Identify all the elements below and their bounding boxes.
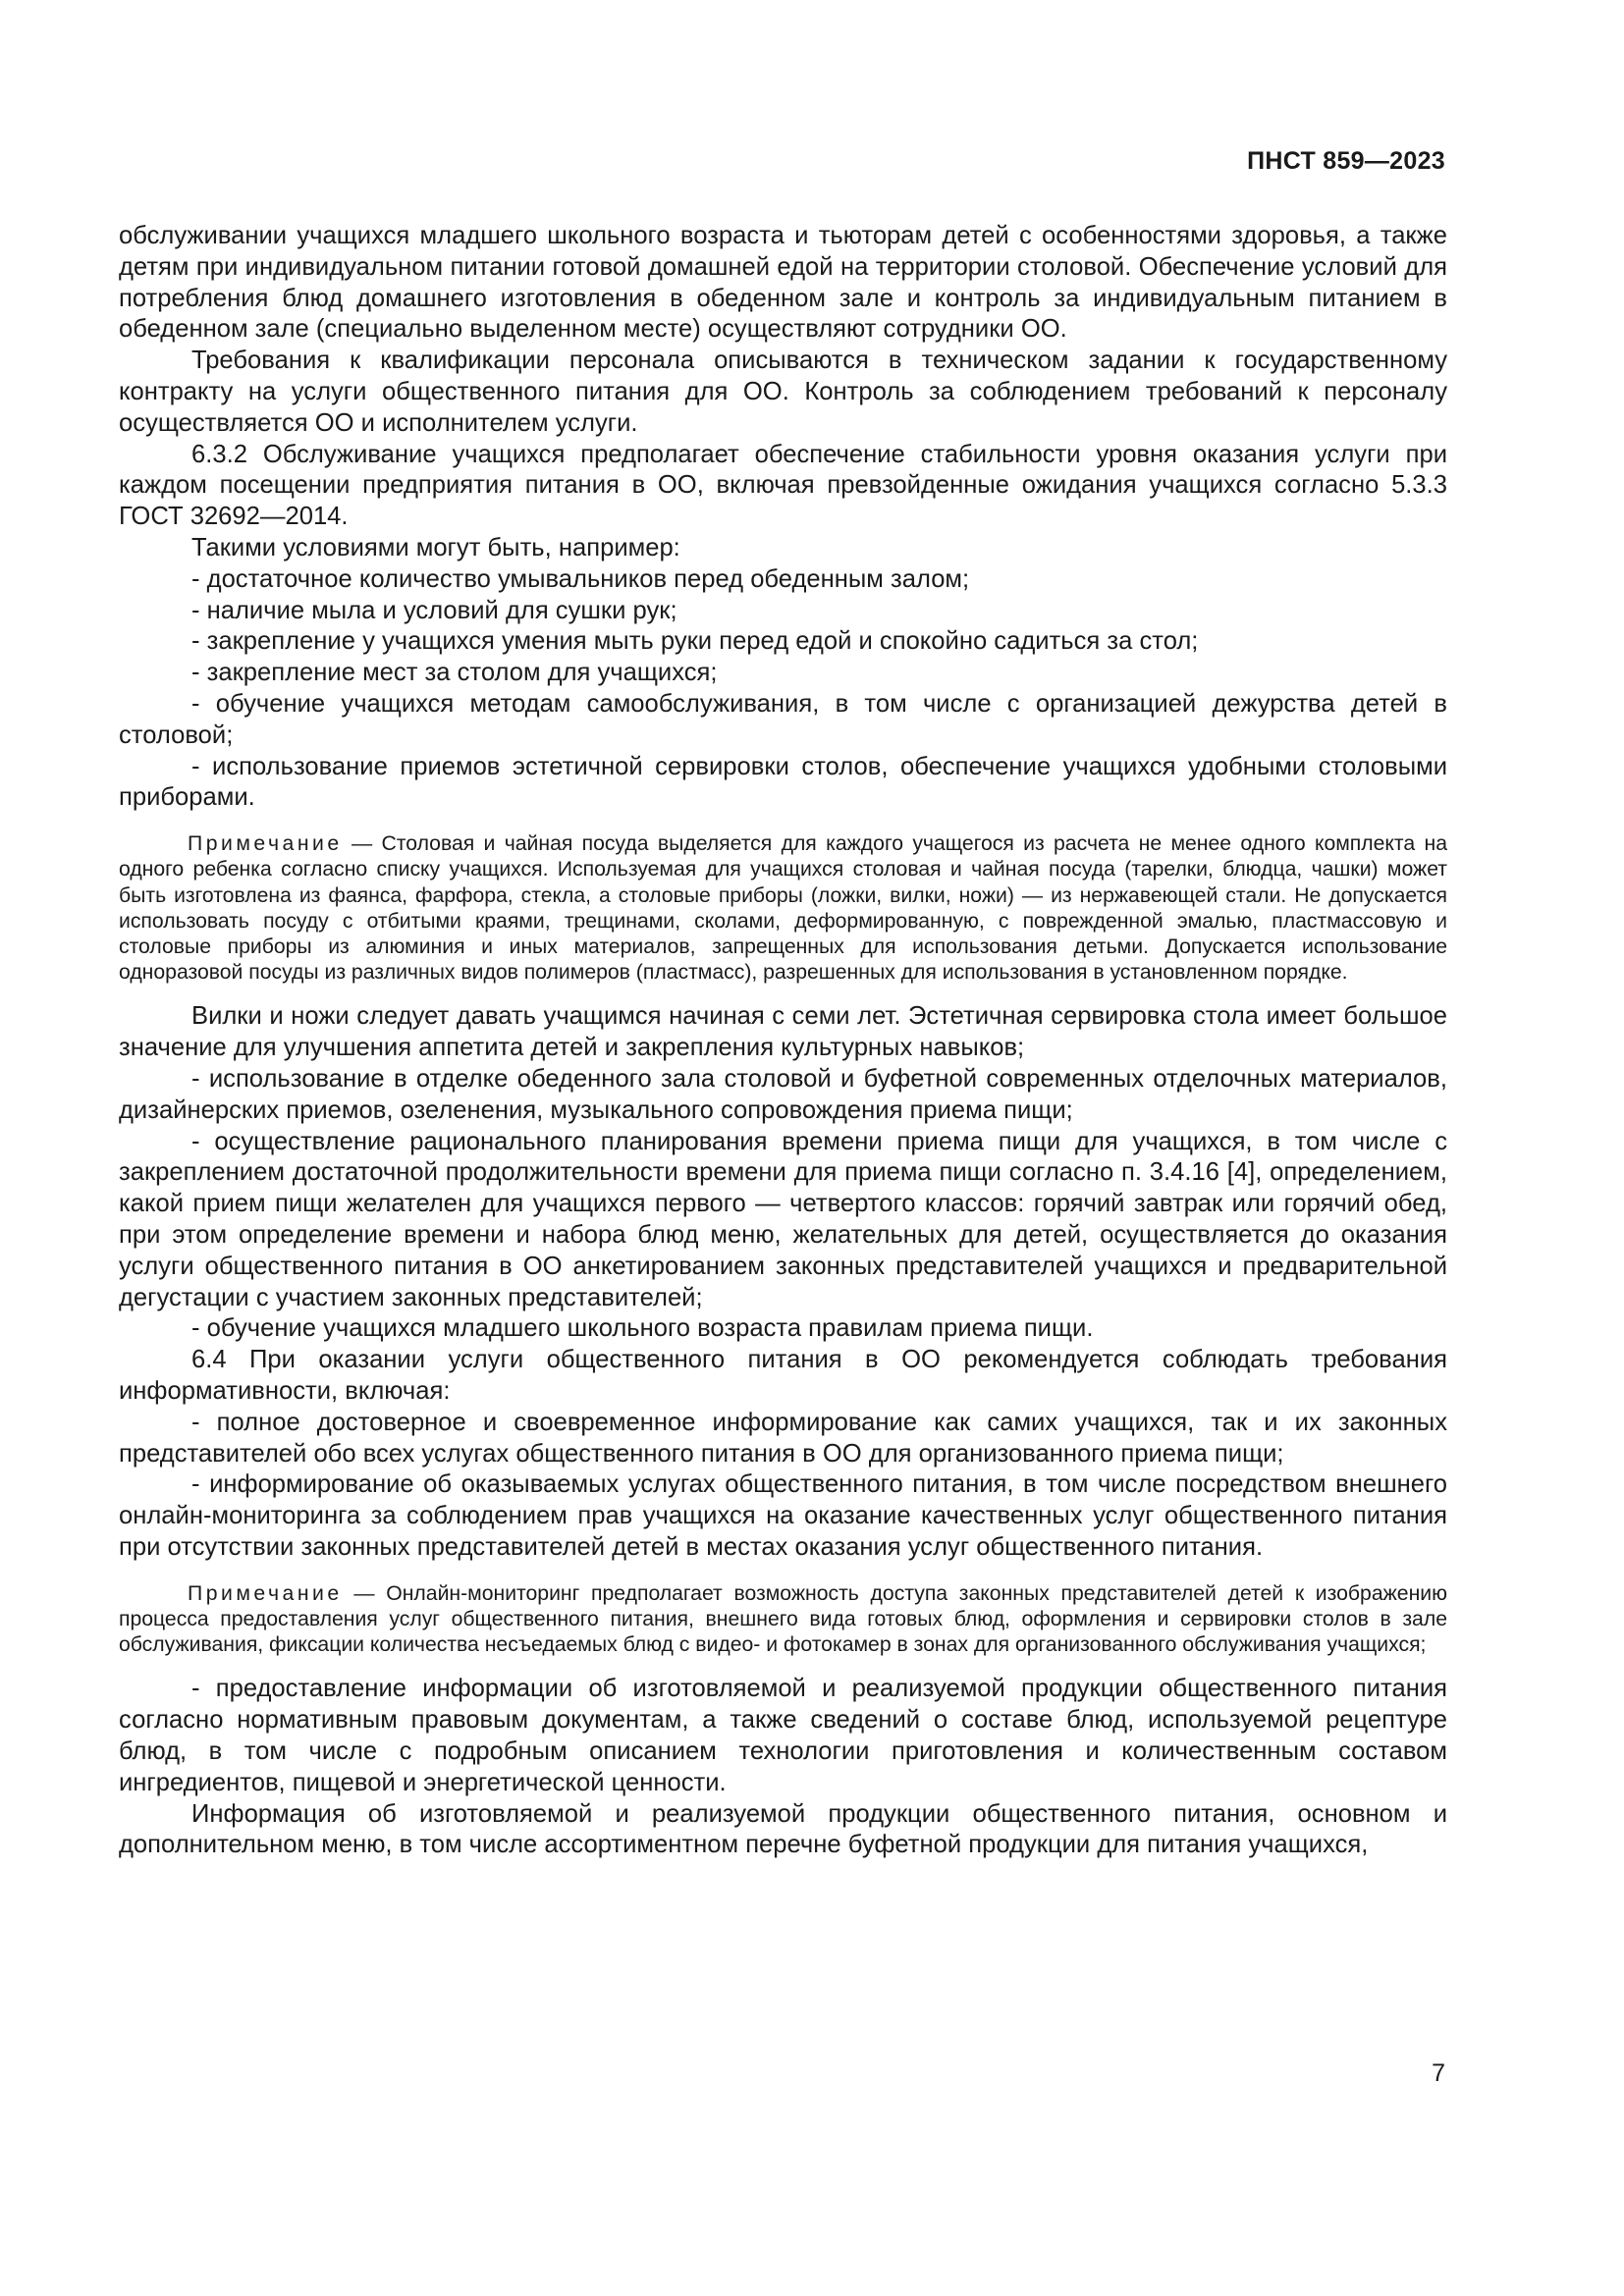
list-item: - полное достоверное и своевременное информирование как самих учащихся, так и их законных представителей обо всех услугах общественного питания в ОО для организованного приема пищи; xyxy=(119,1408,1447,1468)
body-paragraph: 6.4 При оказании услуги общественного питания в ОО рекомендуется соблюдать требования информативности, включая: xyxy=(119,1346,1447,1405)
body-paragraph: Такими условиями могут быть, например: xyxy=(191,533,680,561)
note-paragraph xyxy=(119,831,1447,986)
list-item: - закрепление у учащихся умения мыть руки перед едой и спокойно садиться за стол; xyxy=(191,627,1199,656)
list-item: - использование в отделке обеденного зала столовой и буфетной современных отделочных материалов, дизайнерских приемов, озеленения, музыкального сопровождения приема пищи; xyxy=(119,1064,1447,1124)
document-body xyxy=(119,221,1447,1861)
document-code: ПНСТ 859—2023 xyxy=(1247,147,1445,175)
body-paragraph: Требования к квалификации персонала описываются в техническом задании к государственному контракту на услуги общественного питания для ОО. Контроль за соблюдением требований к персоналу осуществляется ОО и исполнителем услуги. xyxy=(119,347,1447,437)
list-item: - достаточное количество умывальников перед обеденным залом; xyxy=(191,564,970,593)
list-item: - обучение учащихся младшего школьного возраста правилам приема пищи. xyxy=(191,1314,1094,1343)
note-label: Примечание xyxy=(188,832,343,856)
note-text: — Столовая и чайная посуда выделяется для каждого учащегося из расчета не менее одного комплекта на одного ребенка согласно списку учащихся. Используемая для учащихся столовая и чайная посуда (тарелки, блюдца, чашки) может быть изготовлена из фаянса, фарфора, стекла, а столовые приборы (ложки, вилки, ножи) — из нержавеющей стали. Не допускается использовать посуду с отбитыми краями, трещинами, сколами, деформированную, с поврежденной эмалью, пластмассовую и столовые приборы из алюминия и иных материалов, запрещенных для использования детьми. Допускается использование одноразовой посуды из различных видов полимеров (пластмасс), разрешенных для использования в установленном порядке. xyxy=(119,832,1447,985)
note-label: Примечание xyxy=(188,1581,343,1605)
note-text: — Онлайн-мониторинг предполагает возможность доступа законных представителей детей к изображению процесса предоставления услуг общественного питания, внешнего вида готовых блюд, оформления и сервировки столов в зале обслуживания, фиксации количества несъедаемых блюд с видео- и фотокамер в зонах для организованного обслуживания учащихся; xyxy=(119,1581,1447,1657)
note-paragraph xyxy=(119,1581,1447,1659)
body-paragraph: 6.3.2 Обслуживание учащихся предполагает обеспечение стабильности уровня оказания услуги при каждом посещении предприятия питания в ОО, включая превзойденные ожидания учащихся согласно 5.3.3 ГОСТ 32692—2014. xyxy=(119,440,1447,531)
page-number: 7 xyxy=(1432,2059,1445,2087)
body-paragraph: Информация об изготовляемой и реализуемой продукции общественного питания, основном и дополнительном меню, в том числе ассортиментном перечне буфетной продукции для питания учащихся, xyxy=(119,1799,1447,1859)
body-paragraph: Вилки и ножи следует давать учащимся начиная с семи лет. Эстетичная сервировка стола имеет большое значение для улучшения аппетита детей и закрепления культурных навыков; xyxy=(119,1002,1447,1062)
list-item: - обучение учащихся методам самообслуживания, в том числе с организацией дежурства детей в столовой; xyxy=(119,689,1447,749)
list-item: - наличие мыла и условий для сушки рук; xyxy=(191,596,677,624)
list-item: - информирование об оказываемых услугах общественного питания, в том числе посредством внешнего онлайн-мониторинга за соблюдением прав учащихся на оказание качественных услуг общественного питания при отсутствии законных представителей детей в местах оказания услуг общественного питания. xyxy=(119,1470,1447,1561)
body-paragraph: обслуживании учащихся младшего школьного возраста и тьюторам детей с особенностями здоровья, а также детям при индивидуальном питании готовой домашней едой на территории столовой. Обеспечение условий для потребления блюд домашнего изготовления в обеденном зале и контроль за индивидуальным питанием в обеденном зале (специально выделенном месте) осуществляют сотрудники ОО. xyxy=(119,222,1447,344)
list-item: - закрепление мест за столом для учащихся; xyxy=(191,659,718,687)
list-item: - осуществление рационального планирования времени приема пищи для учащихся, в том числе с закреплением достаточной продолжительности времени для приема пищи согласно п. 3.4.16 [4], определением, какой прием пищи желателен для учащихся первого — четвертого классов: горячий завтрак или горячий обед, при этом определение времени и набора блюд меню, желательных для детей, осуществляется до оказания услуги общественного питания в ОО анкетированием законных представителей учащихся и предварительной дегустации с участием законных представителей; xyxy=(119,1127,1447,1311)
list-item: - предоставление информации об изготовляемой и реализуемой продукции общественного питания согласно нормативным правовым документам, а также сведений о составе блюд, используемой рецептуре блюд, в том числе с подробным описанием технологии приготовления и количественным составом ингредиентов, пищевой и энергетической ценности. xyxy=(119,1675,1447,1796)
list-item: - использование приемов эстетичной сервировки столов, обеспечение учащихся удобными столовыми приборами. xyxy=(119,752,1447,812)
